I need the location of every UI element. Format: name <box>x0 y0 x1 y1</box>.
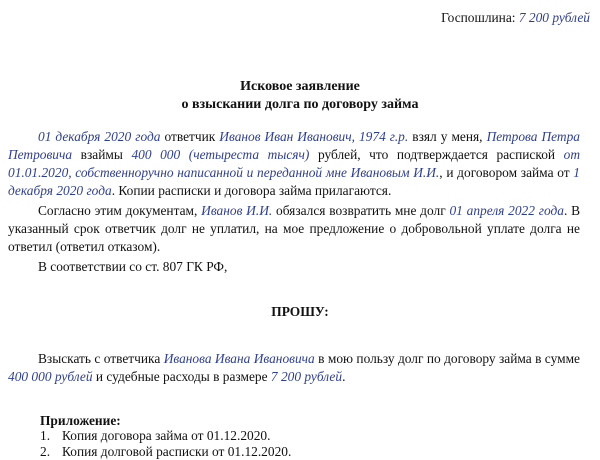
defendant-name: Иванов Иван Иванович, 1974 г.р. <box>219 129 409 144</box>
receipt-details: от 01.01.2020, собственноручно написанной и переданной мне Ивановым И.И. <box>8 147 581 180</box>
list-item-text: Копия долговой расписки от 01.12.2020. <box>62 444 292 459</box>
request-heading: ПРОШУ: <box>271 304 329 319</box>
list-item-number: 1. <box>40 428 51 443</box>
document-subtitle: о взыскании долга по договору займа <box>181 97 419 112</box>
state-fee-amount: 7 200 рублей <box>518 10 590 25</box>
debtor-short-name: Иванов И.И. <box>201 203 273 218</box>
document-title: Исковое заявление <box>240 79 360 94</box>
claim-amount: 400 000 рублей <box>8 369 93 384</box>
loan-amount: 400 000 (четыреста тысяч) <box>131 147 310 162</box>
court-fees-amount: 7 200 рублей <box>270 369 343 384</box>
repayment-due-date: 01 апреля 2022 года <box>449 203 564 218</box>
state-fee-label: Госпошлина: <box>441 10 519 25</box>
list-item <box>40 428 291 444</box>
contract-date: 1 декабря 2020 года <box>8 165 580 198</box>
paragraph-obligation: Согласно этим документам, Иванов И.И. обязался возвратить мне долг 01 апреля 2022 года. В указанный срок ответчик долг не уплатил, на мое предложение о добровольной уплате долга не ответил (ответил отказом). <box>8 203 581 254</box>
list-item <box>40 444 291 460</box>
defendant-name-genitive: Иванова Ивана Ивановича <box>163 351 315 366</box>
plaintiff-name: Петрова Петра Петровича <box>8 129 580 162</box>
state-fee-line <box>441 10 590 26</box>
list-item-number: 2. <box>40 444 51 459</box>
paragraph-loan-facts: 01 декабря 2020 года ответчик Иванов Иван Иванович, 1974 г.р. взял у меня, Петрова Петра Петровича взаймы 400 000 (четыреста тысяч) рублей, что подтверждается распиской от 01.01.2020, собственноручно написанной и переданной мне Ивановым И.И., и договором займа от 1 декабря 2020 года. Копии расписки и договора займа прилагаются. <box>8 129 581 198</box>
paragraph-claim: Взыскать с ответчика Иванова Ивана Ивановича в мою пользу долг по договору займа в сумме 400 000 рублей и судебные расходы в размере 7 200 рублей. <box>8 351 580 384</box>
annex-list <box>40 428 291 460</box>
list-item-text: Копия договора займа от 01.12.2020. <box>62 428 271 443</box>
paragraph-legal-basis: В соответствии со ст. 807 ГК РФ, <box>38 259 228 274</box>
loan-date: 01 декабря 2020 года <box>38 129 161 144</box>
annex-heading: Приложение: <box>40 413 121 428</box>
